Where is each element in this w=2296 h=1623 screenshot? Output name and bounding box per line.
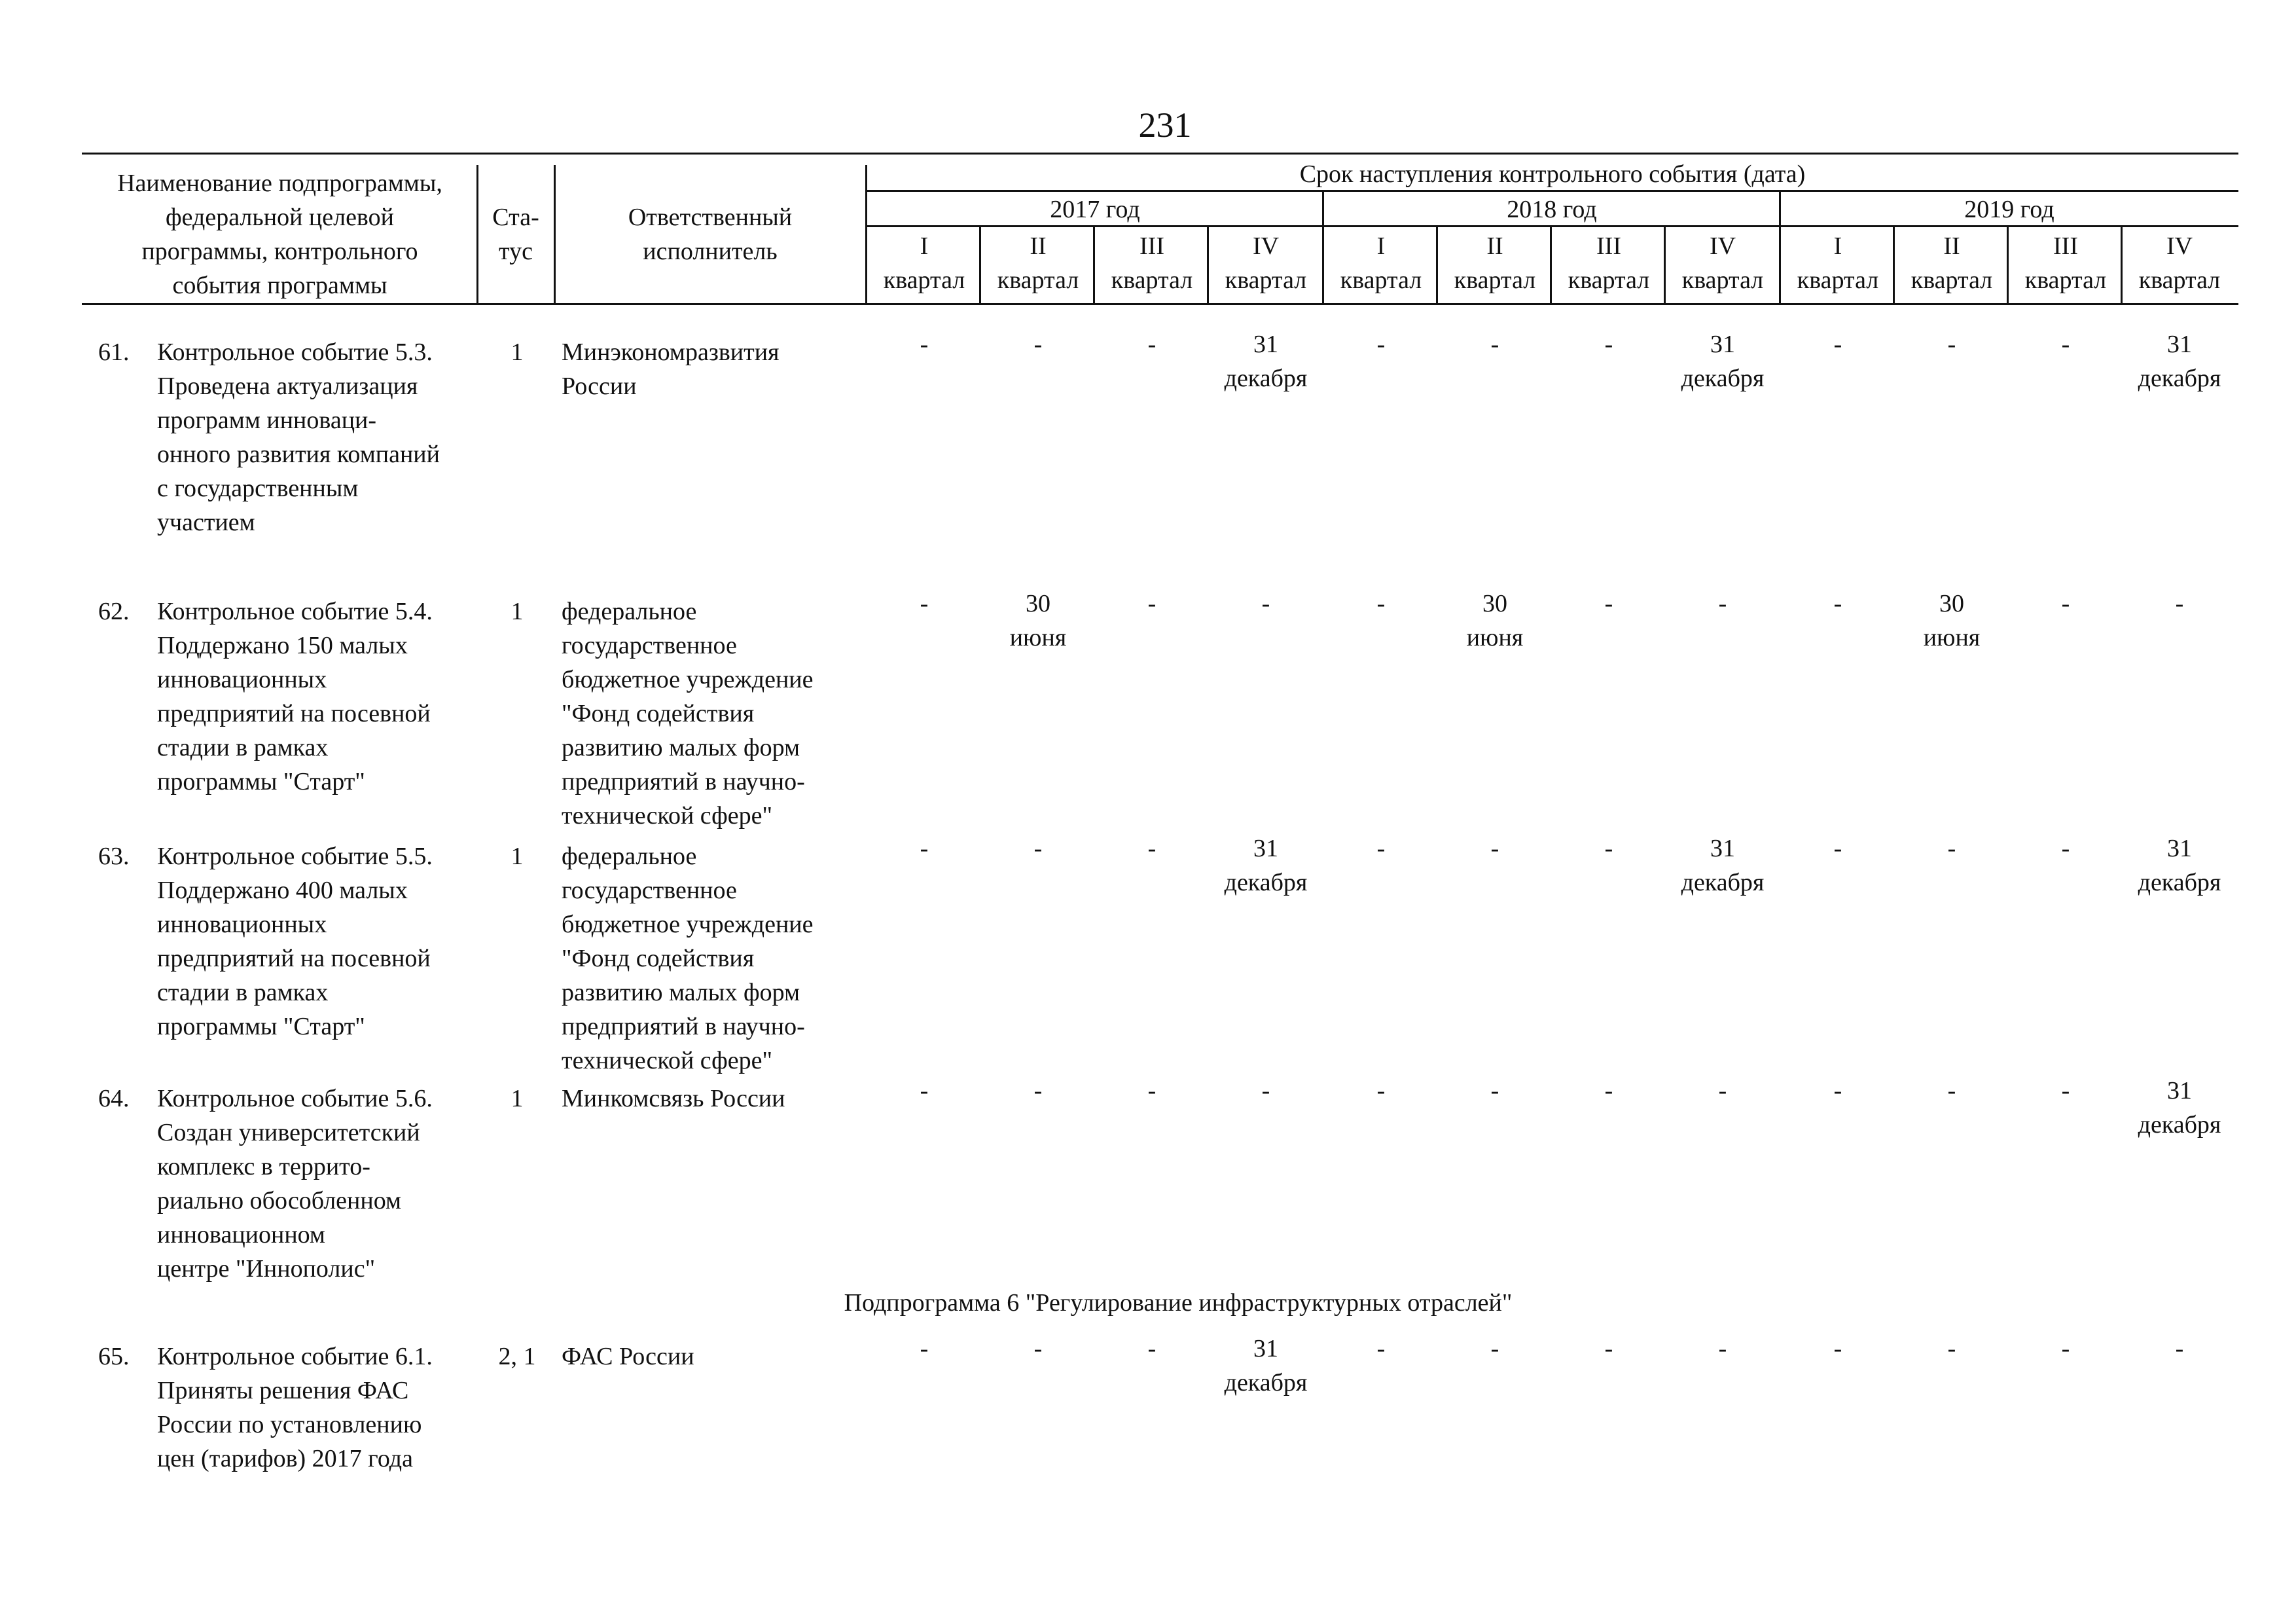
event-name: Контрольное событие 5.3. Проведена актуализация программ инноваци- онного развития компаний с государственным участием xyxy=(157,338,440,536)
header-executor-column: Ответственный исполнитель xyxy=(628,204,793,265)
quarter-numeral: I xyxy=(1833,232,1842,260)
event-name: Контрольное событие 5.6. Создан университетский комплекс в террито- риально обособленном инновационном центре "Иннополис" xyxy=(157,1085,433,1283)
header-year-2017: 2017 год xyxy=(1050,196,1140,223)
event-executor: федеральное государственное бюджетное учреждение "Фонд содействия развитию малых форм предприятий в научно- технической сфере" xyxy=(562,843,814,1074)
header-deadline-title: Срок наступления контрольного события (дата) xyxy=(1299,160,1806,188)
header-year-2019: 2019 год xyxy=(1964,196,2054,223)
quarter-cell: - xyxy=(1604,590,1613,617)
quarter-word: квартал xyxy=(1454,266,1536,294)
quarter-cell: - xyxy=(1147,1335,1157,1362)
event-executor: Минкомсвязь России xyxy=(562,1085,785,1112)
quarter-cell: 30 июня xyxy=(1009,590,1067,651)
quarter-cell: - xyxy=(1033,835,1043,862)
quarter-cell: - xyxy=(1833,331,1842,358)
event-status: 1 xyxy=(511,598,524,625)
quarter-cell: - xyxy=(1833,1077,1842,1104)
quarter-numeral: I xyxy=(1376,232,1386,260)
quarter-cell: - xyxy=(1147,1077,1157,1104)
quarter-cell: - xyxy=(1947,1077,1956,1104)
header-top-rule xyxy=(82,153,2238,155)
quarter-numeral: II xyxy=(1030,232,1047,260)
quarter-cell: - xyxy=(1604,331,1613,358)
event-name: Контрольное событие 5.4. Поддержано 150 малых инновационных предприятий на посевной стадии в рамках программы "Старт" xyxy=(157,598,433,795)
quarter-header xyxy=(1552,229,1665,297)
quarter-cell: - xyxy=(1833,590,1842,617)
quarter-numeral: III xyxy=(1596,232,1621,260)
quarter-header xyxy=(1666,229,1779,297)
event-status: 1 xyxy=(511,338,524,366)
event-status: 2, 1 xyxy=(498,1343,536,1370)
quarter-header xyxy=(1325,229,1437,297)
quarter-word: квартал xyxy=(2024,266,2107,294)
quarter-cell: - xyxy=(1376,1335,1386,1362)
quarter-cell: - xyxy=(920,1335,929,1362)
quarter-word: квартал xyxy=(1681,266,1764,294)
row-number: 64. xyxy=(98,1085,130,1112)
quarter-cell: - xyxy=(1947,1335,1956,1362)
quarter-cell: 31 декабря xyxy=(2138,835,2221,896)
quarter-cell: - xyxy=(920,835,929,862)
quarter-cell: - xyxy=(1490,331,1499,358)
quarter-cell: - xyxy=(2061,835,2070,862)
quarter-header xyxy=(2009,229,2122,297)
quarter-word: квартал xyxy=(1910,266,1993,294)
quarter-cell: - xyxy=(1147,331,1157,358)
quarter-cell: - xyxy=(1261,590,1270,617)
quarter-cell: - xyxy=(2061,590,2070,617)
row-number: 61. xyxy=(98,338,130,366)
quarter-word: квартал xyxy=(1340,266,1422,294)
quarter-cell: - xyxy=(2061,1335,2070,1362)
header-divider xyxy=(554,165,556,305)
quarter-cell: - xyxy=(1033,331,1043,358)
quarter-cell: - xyxy=(1833,1335,1842,1362)
header-year-divider xyxy=(1779,190,1781,305)
quarter-cell: - xyxy=(1376,835,1386,862)
event-executor: ФАС России xyxy=(562,1343,694,1370)
quarter-cell: - xyxy=(1604,1335,1613,1362)
quarter-cell: - xyxy=(920,1077,929,1104)
quarter-header xyxy=(2123,229,2236,297)
quarter-cell: - xyxy=(920,331,929,358)
quarter-cell: 31 декабря xyxy=(2138,1077,2221,1139)
header-name-column: Наименование подпрограммы, федеральной целевой программы, контрольного события программы xyxy=(117,170,442,299)
quarter-word: квартал xyxy=(883,266,965,294)
quarter-cell: - xyxy=(1490,835,1499,862)
quarter-header xyxy=(1895,229,2008,297)
quarter-cell: - xyxy=(1147,835,1157,862)
quarter-cell: 31 декабря xyxy=(1224,331,1308,392)
quarter-cell: - xyxy=(2175,590,2184,617)
quarter-header xyxy=(1439,229,1551,297)
page-number: 231 xyxy=(1138,105,1192,145)
quarter-word: квартал xyxy=(1797,266,1879,294)
quarter-header xyxy=(868,229,980,297)
event-executor: Минэкономразвития России xyxy=(562,338,780,400)
quarter-cell: - xyxy=(1947,331,1956,358)
quarter-header xyxy=(1782,229,1894,297)
quarter-cell: 30 июня xyxy=(1923,590,1981,651)
quarter-word: квартал xyxy=(1568,266,1650,294)
quarter-cell: 31 декабря xyxy=(2138,331,2221,392)
quarter-numeral: II xyxy=(1943,232,1960,260)
quarter-cell: - xyxy=(2061,1077,2070,1104)
quarter-cell: 31 декабря xyxy=(1224,835,1308,896)
header-status-column: Ста- тус xyxy=(492,204,539,265)
quarter-cell: 31 декабря xyxy=(1681,331,1765,392)
quarter-header xyxy=(1210,229,1322,297)
header-divider xyxy=(476,165,478,305)
quarter-cell: - xyxy=(1033,1077,1043,1104)
quarter-numeral: I xyxy=(920,232,929,260)
quarter-numeral: III xyxy=(1139,232,1164,260)
quarter-word: квартал xyxy=(997,266,1079,294)
quarter-word: квартал xyxy=(1111,266,1193,294)
quarter-word: квартал xyxy=(1225,266,1307,294)
quarter-cell: - xyxy=(2175,1335,2184,1362)
quarter-cell: - xyxy=(1033,1335,1043,1362)
quarter-cell: - xyxy=(1604,835,1613,862)
event-executor: федеральное государственное бюджетное учреждение "Фонд содействия развитию малых форм предприятий в научно- технической сфере" xyxy=(562,598,814,830)
quarter-cell: - xyxy=(1833,835,1842,862)
quarter-cell: - xyxy=(1947,835,1956,862)
quarter-cell: - xyxy=(1604,1077,1613,1104)
section-title: Подпрограмма 6 "Регулирование инфраструктурных отраслей" xyxy=(844,1289,1513,1317)
quarter-numeral: II xyxy=(1486,232,1503,260)
event-name: Контрольное событие 5.5. Поддержано 400 малых инновационных предприятий на посевной стадии в рамках программы "Старт" xyxy=(157,843,433,1040)
quarter-header xyxy=(982,229,1094,297)
quarter-numeral: IV xyxy=(1709,232,1736,260)
event-status: 1 xyxy=(511,843,524,870)
quarter-cell: - xyxy=(1718,1335,1727,1362)
quarter-numeral: III xyxy=(2053,232,2078,260)
quarter-cell: - xyxy=(920,590,929,617)
header-divider xyxy=(865,165,867,305)
quarter-cell: - xyxy=(2061,331,2070,358)
row-number: 65. xyxy=(98,1343,130,1370)
quarter-cell: - xyxy=(1490,1335,1499,1362)
header-bottom-rule xyxy=(82,303,2238,305)
quarter-word: квартал xyxy=(2138,266,2221,294)
quarter-numeral: IV xyxy=(2166,232,2193,260)
row-number: 63. xyxy=(98,843,130,870)
quarter-cell: 31 декабря xyxy=(1224,1335,1308,1396)
quarter-cell: - xyxy=(1147,590,1157,617)
quarter-cell: 31 декабря xyxy=(1681,835,1765,896)
quarter-header xyxy=(1096,229,1208,297)
event-name: Контрольное событие 6.1. Приняты решения ФАС России по установлению цен (тарифов) 2017 года xyxy=(157,1343,433,1472)
quarter-cell: - xyxy=(1490,1077,1499,1104)
row-number: 62. xyxy=(98,598,130,625)
event-status: 1 xyxy=(511,1085,524,1112)
quarter-cell: - xyxy=(1376,331,1386,358)
quarter-numeral: IV xyxy=(1252,232,1280,260)
quarter-cell: 30 июня xyxy=(1466,590,1524,651)
quarter-cell: - xyxy=(1718,1077,1727,1104)
header-year-2018: 2018 год xyxy=(1507,196,1597,223)
quarter-cell: - xyxy=(1261,1077,1270,1104)
quarter-cell: - xyxy=(1376,590,1386,617)
header-year-divider xyxy=(1322,190,1324,305)
quarter-cell: - xyxy=(1718,590,1727,617)
quarter-cell: - xyxy=(1376,1077,1386,1104)
